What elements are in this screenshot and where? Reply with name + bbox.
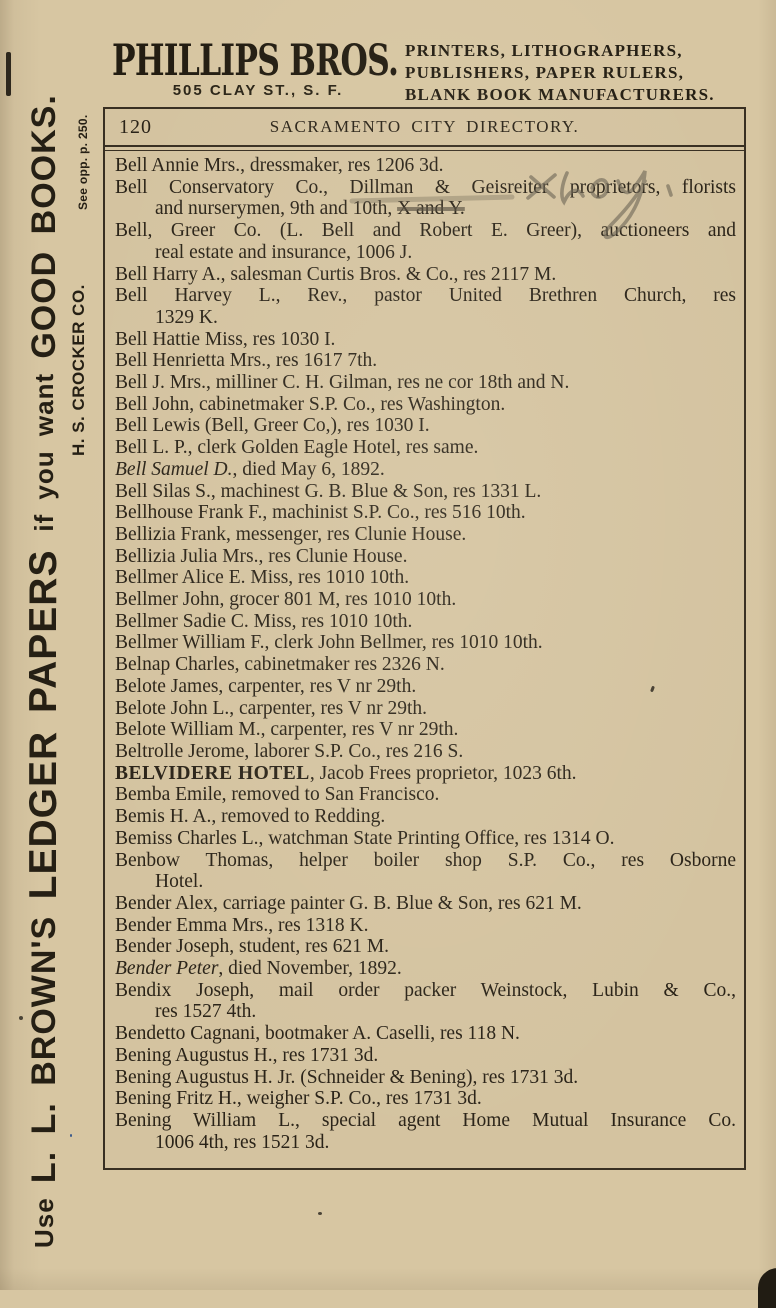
directory-entry: Bell Harry A., salesman Curtis Bros. & Co., res 2117 M. [115, 263, 557, 285]
advertiser-address: 505 CLAY ST., S. F. [172, 82, 344, 99]
sidebar-ad-text: Use L. L. BROWN'S LEDGER PAPERS if you want GOOD BOOKS. [22, 94, 65, 1248]
page-number: 120 [119, 115, 152, 138]
directory-entry: Bell Harvey L., Rev., pastor United Brethren Church, res 1329 K. [115, 285, 736, 328]
directory-entry: Bening Augustus H. Jr. (Schneider & Bening), res 1731 3d. [115, 1066, 579, 1088]
directory-entry: Belote William M., carpenter, res V nr 29th. [115, 719, 459, 741]
directory-entry: Belote James, carpenter, res V nr 29th. [115, 675, 417, 697]
directory-entry: Bell Annie Mrs., dressmaker, res 1206 3d. [115, 155, 444, 176]
directory-page-frame [103, 107, 746, 1170]
directory-entry: Bell Lewis (Bell, Greer Co,), res 1030 I. [115, 415, 430, 437]
directory-entry: Bender Alex, carriage painter G. B. Blue & Son, res 621 M. [115, 892, 582, 914]
directory-entry: Bening William L., special agent Home Mutual Insurance Co. 1006 4th, res 1521 3d. [115, 1109, 736, 1153]
advertiser-services [405, 40, 758, 106]
directory-entry: Bellizia Frank, messenger, res Clunie House. [115, 523, 467, 545]
scan-corner-shadow [758, 1268, 776, 1308]
directory-entry: Bender Joseph, student, res 621 M. [115, 936, 390, 958]
directory-entry: Bening Fritz H., weigher S.P. Co., res 1731 3d. [115, 1088, 482, 1110]
directory-entry: Bender Peter, died November, 1892. [115, 958, 402, 980]
directory-entry: Bemis H. A., removed to Redding. [115, 806, 386, 828]
directory-entry: Bellhouse Frank F., machinist S.P. Co., res 516 10th. [115, 502, 526, 524]
directory-entry: Bening Augustus H., res 1731 3d. [115, 1044, 379, 1066]
directory-entry: Beltrolle Jerome, laborer S.P. Co., res 216 S. [115, 740, 464, 762]
directory-entry: Bell, Greer Co. (L. Bell and Robert E. Greer), auctioneers and real estate and insurance, 1006 J. [115, 220, 736, 263]
directory-entry: Benbow Thomas, helper boiler shop S.P. Co., res Osborne Hotel. [115, 849, 736, 893]
directory-entry: Bell L. P., clerk Golden Eagle Hotel, res same. [115, 437, 479, 459]
directory-entry: Bell Samuel D., died May 6, 1892. [115, 458, 385, 480]
paper-speck [318, 1212, 322, 1215]
paper-speck [70, 1134, 72, 1137]
directory-entry: Bell Silas S., machinest G. B. Blue & Son, res 1331 L. [115, 480, 542, 502]
directory-entry: Belnap Charles, cabinetmaker res 2326 N. [115, 654, 445, 676]
services-line-2: PUBLISHERS, PAPER RULERS, [405, 63, 685, 82]
page-header [105, 109, 744, 147]
advertiser-name: PHILLIPS BROS. [112, 36, 399, 86]
page-title: SACRAMENTO CITY DIRECTORY. [269, 117, 580, 136]
directory-entry: Bellmer Alice E. Miss, res 1010 10th. [115, 567, 410, 589]
directory-entry: Belote John L., carpenter, res V nr 29th. [115, 697, 428, 719]
directory-entry: Bemiss Charles L., watchman State Printing Office, res 1314 O. [115, 827, 615, 849]
services-line-3: BLANK BOOK MANUFACTURERS. [405, 85, 715, 104]
directory-entry: Bellmer William F., clerk John Bellmer, res 1010 10th. [115, 632, 543, 654]
directory-entry: Bendetto Cagnani, bootmaker A. Caselli, res 118 N. [115, 1023, 520, 1045]
directory-entries [105, 147, 744, 1153]
directory-entry: Bell Henrietta Mrs., res 1617 7th. [115, 350, 378, 372]
directory-entry: Bender Emma Mrs., res 1318 K. [115, 914, 369, 936]
scan-edge-mark [6, 52, 11, 96]
directory-entry: Bendix Joseph, mail order packer Weinstock, Lubin & Co., res 1527 4th. [115, 979, 736, 1023]
paper-speck [19, 1016, 23, 1020]
services-line-1: PRINTERS, LITHOGRAPHERS, [405, 41, 683, 60]
directory-entry: Bellmer Sadie C. Miss, res 1010 10th. [115, 610, 413, 632]
directory-entry: Bell Conservatory Co., Dillman & Geisreiter proprietors, florists and nurserymen, 9th and 10th, X and Y. [115, 176, 736, 220]
directory-entry: Bellmer John, grocer 801 M, res 1010 10th. [115, 589, 457, 611]
directory-entry: Bell J. Mrs., milliner C. H. Gilman, res ne cor 18th and N. [115, 372, 570, 394]
sidebar-ad-note: See opp. p. 250. [76, 114, 90, 210]
directory-entry: Bellizia Julia Mrs., res Clunie House. [115, 545, 408, 567]
sidebar-ad-company: H. S. CROCKER CO. [69, 284, 88, 456]
directory-entry: Bemba Emile, removed to San Francisco. [115, 784, 440, 806]
directory-entry: Bell John, cabinetmaker S.P. Co., res Washington. [115, 393, 506, 415]
header-advertisement [108, 36, 758, 108]
directory-entry: BELVIDERE HOTEL, Jacob Frees proprietor, 1023 6th. [115, 762, 577, 784]
directory-entry: Bell Hattie Miss, res 1030 I. [115, 328, 336, 350]
